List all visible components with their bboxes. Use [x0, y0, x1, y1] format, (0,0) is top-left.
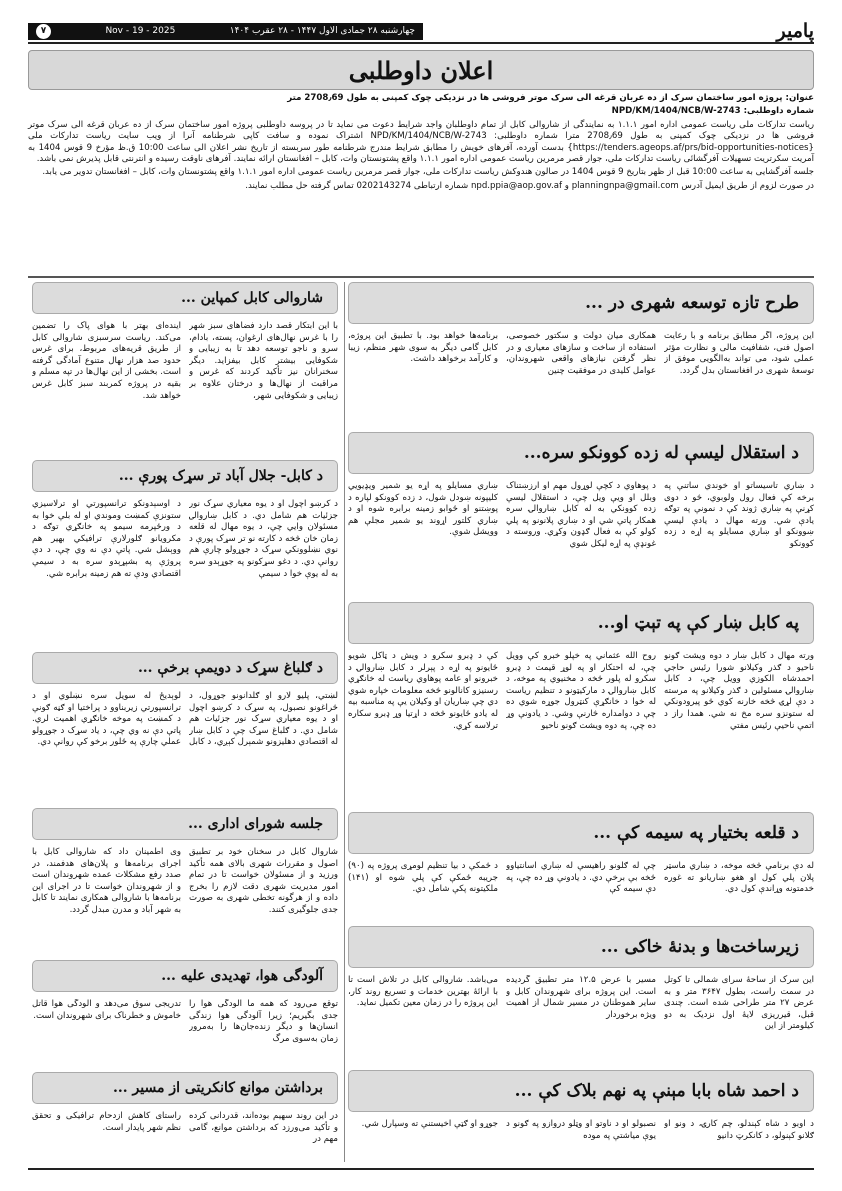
headline: د استقلال لیسې له زده کوونکو سره... — [348, 432, 814, 474]
article-air-pollution — [32, 960, 338, 1061]
article-istiqlal-school — [348, 432, 814, 599]
article-text: له دې برنامې څخه موخه، د ښاري ماسټر پلان پلي کول او هغو ښاریانو ته غوره خدمتونه وړاندې کول دي. — [664, 861, 814, 895]
announcement-title: اعلان داوطلبی — [28, 50, 814, 90]
headline: د کابل- جلال آباد تر سړک پورې ... — [32, 460, 338, 492]
article-text: کې د ډبرو سکرو د ویش د ټاکل شویو ځایونو په اړه د پېرلر د کابل ښاروالۍ د خبرونو او عامه پوهاوي ریاست له خانګړي رسنیزو کانالونو څخه معلومات خپاره شوي دي چې ښاریان او وکیلان یې په مناسبه بیه له یادو ځایونو څخه د اړتیا وړ ډبرو سکاره ترلاسه کړي. — [348, 651, 498, 731]
left-column — [32, 282, 338, 1162]
article-text: لوېديځ له سویل سره نښلوي او د ترانسپورتي زیربناوو د پراختیا او ګڼه ګونې د کمښت په موخه خانګړي اهمیت لري. پاتې دې نه وي چې، د یاد سړک د جوړولو عملي چارې په ځلور برخو کې روانې دي. — [32, 691, 181, 748]
headline: جلسه شورای اداری ... — [32, 808, 338, 840]
right-column — [348, 282, 814, 1162]
article-text: د څمکې د بیا تنظیم لومړی پروژه په (۹۰) جریبه ځمکې کې پلي شوه او (۱۴۱) ملکیتونه پکې شامل دي. — [348, 861, 498, 895]
date-bar — [28, 23, 423, 40]
article-text: تدریجی سوق می‌دهد و آلودگی هوا قاتل خاموش و خطرناک برای شهروندان است. — [32, 999, 181, 1021]
article-greening-campaign — [32, 282, 338, 455]
headline: آلودگی هوا، تهدیدی علیه ... — [32, 960, 338, 992]
article-qala-bakhtiar — [348, 812, 814, 919]
column-divider — [344, 282, 345, 1162]
tender-announcement — [28, 50, 814, 275]
announcement-contact: در صورت لزوم از طریق ایمیل آدرس planningnpa@gmail.com و npd.ppia@aop.gov.af شماره ارتباطی 0202143274 تماس گرفته حل مطلب نمایند. — [245, 180, 814, 191]
announcement-subject: عنوان: پروژه امور ساختمان سرک از ده عربان قرغه الی سرک موتر فروشی ها در نزدیکی چوک کمپنی به طول 2708٫69 متر — [287, 93, 814, 103]
article-text: د ښاري تاسیساتو او خوندي ساتنې په برخه کې فعال رول ولوبوي، څو د دوی کړنې په ښاري ژوند کې د نمونې په توګه یادې شي. ورته مهال د یادې لیسې ښوونکو او ښاري مسایلو په اړه د زده کوونکو — [664, 481, 814, 549]
date-hijri: چهارشنبه ۲۸ جمادی الاول ۱۴۴۷ - ۲۸ عقرب ۱۴۰۴ — [229, 26, 415, 36]
announcement-opening: جلسه آفرگشایی به ساعت 10:00 قبل از ظهر بتاریخ 9 قوس 1404 در صالون هندوکش ریاست تدارکات ملی، جوار قصر مرمرین ریاست عمومی اداره امور ۱.۱.۱ واقع پشتونستان وات، کابل – افغانستان تدویر می یابد. — [42, 167, 814, 178]
announcement-number: شماره داوطلبی: NPD/KM/1404/NCB/W-2743 — [611, 106, 814, 117]
article-text: می‌باشد. شاروالی کابل در تلاش است تا با ارائهٔ بهترین خدمات و تسریع روند کار، این پروژه را در زمان معین تکمیل نماید. — [348, 975, 498, 1009]
newspaper-logo: پامیر — [776, 20, 814, 42]
article-text: توقع می‌رود که همه ما آلودگی هوا را جدی بگیریم؛ زیرا آلودگی هوا زندگی انسان‌ها و دیگر زنده‌جان‌ها را به‌مرور زمان به‌سوی مرگ — [189, 999, 338, 1044]
article-text: مسیر با عرض ۱۲.۵ متر تطبیق گردیده است. این پروژه برای شهروندان کابل و سایر هموطنان در مسیر شمال از اهمیت ویژه برخوردار — [506, 975, 656, 1020]
article-concrete-barriers — [32, 1072, 338, 1157]
article-text: این پروژه، اگر مطابق برنامه و با رعایت اصول فنی، شفافیت مالی و نظارت مؤثر عملی شود، می تواند به‌الگویی موفق از توسعهٔ شهری در افغانستان بدل گردد. — [664, 331, 814, 376]
article-text: شاروال کابل در سخنان خود بر تطبیق اصول و مقررات شهری بالای همه تأکید ورزید و از مسئولان خواست تا در تمام امور مدیریت شهری دقت لازم را بخرج داده و از هرگونه تخطی شهری به صورت جدی جلوگیری کنند. — [189, 847, 338, 915]
divider — [28, 276, 814, 278]
headline: برداشتن موانع کانکریتی از مسیر ... — [32, 1072, 338, 1104]
headline: د ګلباغ سړک د دویمې برخې ... — [32, 652, 338, 684]
footer-rule — [28, 1168, 814, 1170]
article-text: ورته مهال د کابل ښار د دوه ویشت ګونو ناحیو د ګذر وکیلانو شورا رئیس حاجي احمدشاه الکوزي وویل چې، د کابل ښاروالۍ مسئولین د ګذر وکیلانو په مرسته د دې لړۍ څخه خارنه کوي څو پیرودونکي له ستونزو سره مخ نه شي. همدا راز د اتمې ناحیې رئیس مفتي — [664, 651, 814, 731]
article-jalalabad-road — [32, 460, 338, 639]
headline: شاروالی کابل کمپاین ... — [32, 282, 338, 314]
article-text: ښاري مسایلو په اړه یو شمیر ویډیویي کلیپونه ښودل شول، د زده کوونکو لپاره د پوښتنو او ځوابو زمینه برابره شوه او د ښاري کلتور اړوند یو شمیر مجلې هم وویشل شوې. — [348, 481, 498, 538]
article-text: نصبولو او د ناوتو او وټلو دروازو په ګونو د یوې میاشتې په موده — [506, 1119, 656, 1141]
article-urban-plan — [348, 282, 814, 431]
article-ahmad-shah-baba — [348, 1070, 814, 1159]
article-text: د پوهاوي د کچې لوړول مهم او ارزښتناک وبلل او ویې ویل چې، د استقلال لیسې زده کوونکي به له کابل ښاروالۍ سره همکار پاتې شي او د ښاري پلانونو په پلي کولو کې به فعال ګډون وکړي. وروسته د غونډې په اړه لیکل شوي — [506, 481, 656, 549]
masthead — [28, 20, 814, 44]
article-text: د اوبو د شاه کېندلو، چم کارۍ، د ونو او ګلانو کېنولو، د کانکرټ دانیو — [664, 1119, 814, 1141]
headline: زیرساخت‌ها و بدنهٔ خاکی ... — [348, 926, 814, 968]
article-text: وی اطمینان داد که شاروالی کابل با اجرای برنامه‌ها و پلان‌های هدفمند، در صدد رفع مشکلات عمده شهروندان است و از شهروندان خواست تا در اجرای این برنامه‌ها با شاروالی همکاری نمایند تا کابل به شهر آباد و مدرن مبدل گردد. — [32, 847, 181, 915]
date-gregorian: Nov - 19 - 2025 — [105, 26, 176, 36]
article-text: لښتي، پلیو لارو او ګلدانونو جوړول، د څراغونو نصبول، په سړک د کرښو اچول او د یوه معیاري سړک نور جزئیات هم شامل دي. د ګلباغ سړک چې د کابل ښار له اقتصادي دهلیزونو شمېرل کېږي، د کابل — [189, 691, 338, 748]
headline: په کابل ښار کې په تېټ او... — [348, 602, 814, 644]
article-admin-council — [32, 808, 338, 971]
article-text: جوړو او ګټې اخیستنې ته وسپارل شي. — [361, 1119, 498, 1129]
article-text: روح الله عثماني په خپلو خبرو کې وویل چې، له احتکار او په لوړ قیمت د ډبرو سکرو له پلور څخه د مخنیوي په موخه، د کابل ښاروالۍ د مارکیټونو د تنظیم ریاست له خوا د خانګړې کنټرول جوړه شوي ده چې د دوامداره څارنې وشي. د یادونې وړ ده چې، په دوه ویشت ګونو ناحیو — [506, 651, 656, 731]
article-kabul-prices — [348, 602, 814, 811]
page-number: ۷ — [36, 24, 51, 39]
article-text: راستای کاهش ازدحام ترافیکی و تحقق نظم شهر پایدار است. — [32, 1111, 181, 1133]
headline: طرح تازه توسعه شهری در ... — [348, 282, 814, 324]
headline: د قلعه بختیار په سیمه کې ... — [348, 812, 814, 854]
article-text: آینده‌ای بهتر با هوای پاک را تضمین می‌کند. ریاست سرسبزی شاروالی کابل از طریق قریه‌های مربوط، برای غرس حدود صد هزار نهال متنوع آمادگی گرفته است. بخشی از این نهال‌ها در تپه مسلم و بقیه در پروژه کمربند سبز کابل غرس خواهد شد. — [32, 321, 181, 401]
headline: د احمد شاه بابا مېنې په نهم بلاک کې ... — [348, 1070, 814, 1112]
article-text: چې له ګلونو راهیسې له ښاري آسانتیاوو څخه بې برخې دي. د یادونې وړ ده چې، په دې سیمه کې — [506, 861, 656, 895]
announcement-body: ریاست تدارکات ملی ریاست عمومی اداره امور ۱.۱.۱ به نمایندگی از شاروالی کابل از تمام داوطلبان واجد شرایط دعوت می نماید تا در پروسه داوطلبی پروژه امور ساختمان سرک از ده عربان قرغه الی سرک موتر فروشی ها در نزدیکی چوک کمپنی به طول 2708٫69 مترا شماره داوطلبی: NPD/KM/1404/NCB/W-2743 اشتراک نموده و سافت کاپی شرطنامه آنرا از ویب سایت ریاست تدارکات ملی {https://tenders.ageops.af/prs/bid-opportunities-notices} بدست آورده، آفرهای خویش را مطابق شرایط مندرج شرطنامه طور سربسته از تاریخ نشر اعلان الی ساعت 10:00 ق.ظ مؤرخ 9 قوس 1404 به آمریت سکرتریت تسهیلات آفرگشائی ریاست تدارکات ملی، جوار قصر مرمرین ریاست عمومی اداره امور ۱.۱.۱ واقع پشتونستان وات، کابل – افغانستان ارائه نمایند. آفرهای ناوقت رسیده و انترنتی قابل پذیرش نمی باشد. — [28, 119, 815, 165]
article-text: همکاری میان دولت و سکتور خصوصی، استفاده از ساخت و سازهای معیاری و در نظر گرفتن نیازهای واقعی شهروندان، عوامل کلیدی در موفقیت چنین — [506, 331, 656, 376]
article-gulbagh-road — [32, 652, 338, 791]
article-text: در این روند سهیم بوده‌اند، قدردانی کرده و تأکید می‌ورزد که برداشتن موانع، گامی مهم در — [189, 1111, 338, 1145]
article-text: د اوسېدونکو ترانسپورتي او ترلاسیزي ستونزې کمښت وموندي او له بلې خوا به د ورځپرمه سیمو په خانګړي توګه د مکرویانو ګلورلارې ترافیکي بهیر هم ووېشل شي. پاتې دې نه وي چې، د دې پروژې په بشپړېدو سره به د سیمې اقتصادي ودې ته هم زمینه برابره شي. — [32, 499, 181, 579]
article-text: این سرک از ساحهٔ سرای شمالی تا کوتل در سمت راست، بطول ۳۶۴۷ متر و به عرض ۲۷ متر طراحی شده است. چندی قبل، قیرریزی لایهٔ اول نزدیک به دو کیلومتر از این — [664, 975, 814, 1032]
article-text: برنامه‌ها خواهد بود. با تطبیق این پروژه، کابل گامی دیگر به سوی شهر منظم، زیبا و کارآمد برخواهد داشت. — [348, 331, 498, 365]
article-text: د کرښو اچول او د یوه معیاري سړک نور جزئیات هم شامل دي. د کابل ښاروالۍ مسئولان وایي چې، د یوه مهال له قلعه زمان خان څخه د کارته نو تر سړک پورې د نوي نښلوونکي سړک د جوړولو چارې هم روانې دي. د دغو سړکونو په جوړېدو سره به له یوې خوا د سیمې — [189, 499, 338, 579]
article-text: با این ابتکار قصد دارد فضاهای سبز شهر را با غرس نهال‌های ارغوان، پسته، بادام، سرو و ناجو توسعه دهد تا به زیبایی و شکوفایی بیشتر کابل بیفزاید. دیگر سخنرانان نیز تأکید کردند که غرس و مراقبت از نهال‌ها و درختان علاوه بر زیبایی و شکوفایی شهر، — [189, 321, 338, 401]
article-infrastructure — [348, 926, 814, 1059]
